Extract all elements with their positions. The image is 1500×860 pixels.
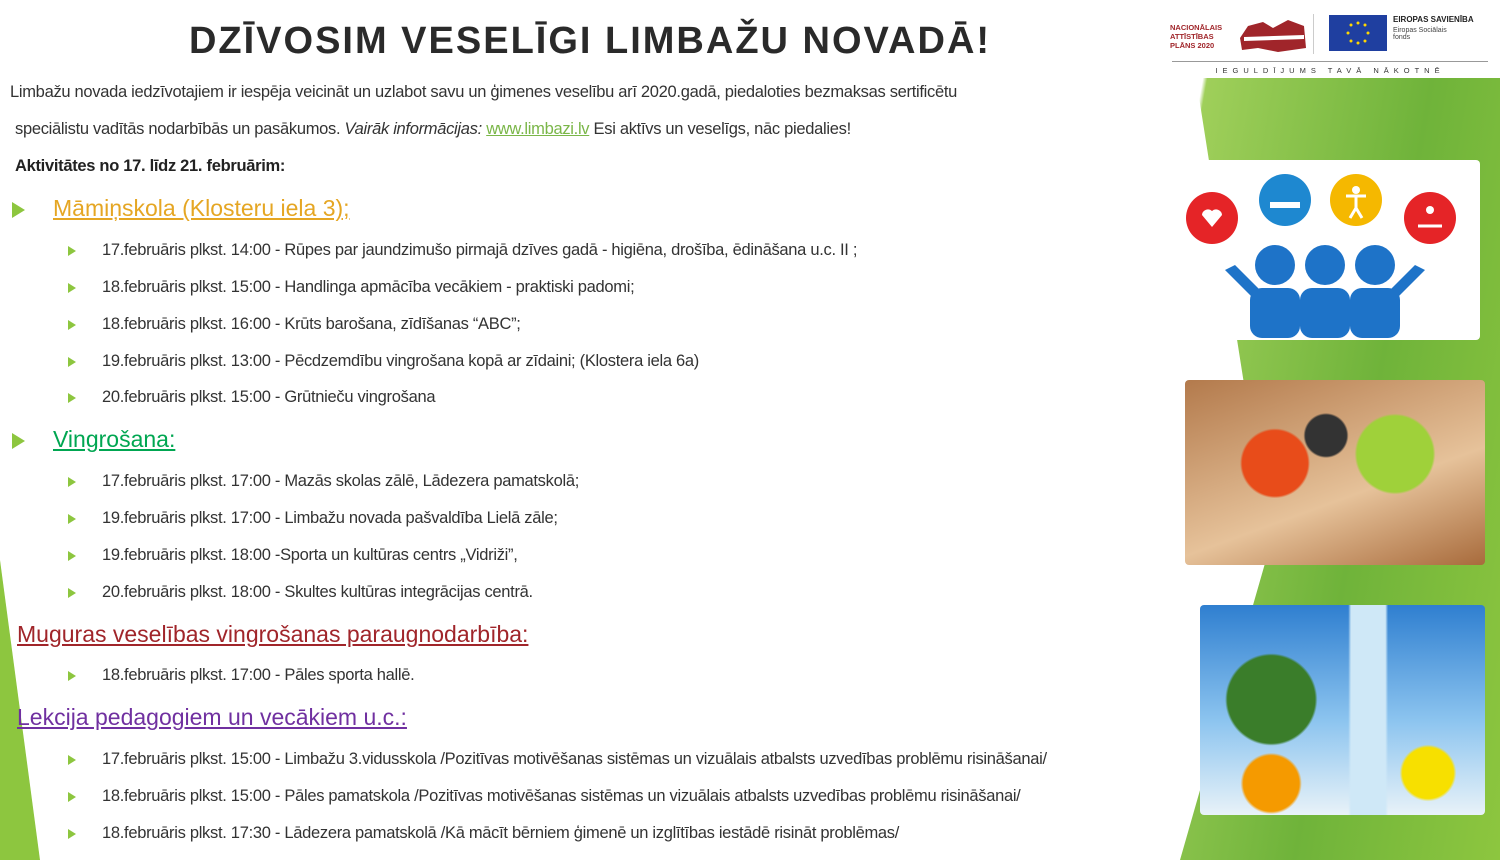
list-item bbox=[68, 824, 899, 843]
bullet-icon bbox=[68, 393, 76, 403]
more-info-label: Vairāk informācijas: bbox=[344, 120, 487, 138]
section-heading-lekcija: Lekcija pedagogiem un vecākiem u.c.: bbox=[17, 704, 407, 730]
list-item bbox=[68, 315, 521, 334]
bullet-icon bbox=[12, 433, 25, 449]
fruit-glucometer-image bbox=[1185, 380, 1485, 565]
list-item bbox=[68, 666, 414, 685]
list-item bbox=[68, 241, 857, 260]
item-text: 18.februāris plkst. 17:30 - Lādezera pamatskolā /Kā mācīt bērniem ģimenē un izglītības iestādē risināt problēmas/ bbox=[102, 824, 900, 842]
eu-flag-icon bbox=[1329, 15, 1387, 51]
list-item bbox=[68, 787, 1020, 806]
item-text: 18.februāris plkst. 15:00 - Pāles pamatskola /Pozitīvas motivēšanas sistēmas un vizuālais atbalsts uzvedības problēmu risināšanai/ bbox=[102, 787, 1021, 805]
list-item bbox=[68, 388, 435, 407]
bullet-icon bbox=[68, 755, 76, 765]
bullet-icon bbox=[12, 202, 25, 218]
latvia-map-icon bbox=[1238, 18, 1308, 54]
intro-line-1: Limbažu novada iedzīvotajiem ir iespēja veicināt un uzlabot savu un ģimenes veselību arī 2020.gadā, piedaloties bezmaksas sertificētu bbox=[10, 83, 958, 101]
activities-heading: Aktivitātes no 17. līdz 21. februārim: bbox=[15, 157, 286, 175]
item-text: 19.februāris plkst. 13:00 - Pēcdzemdību vingrošana kopā ar zīdaini; (Klostera iela 6a) bbox=[102, 352, 699, 370]
section-heading-vingrosana: Vingrošana: bbox=[53, 426, 176, 452]
bullet-icon bbox=[68, 792, 76, 802]
intro-text: speciālistu vadītās nodarbībās un pasākumos. bbox=[15, 120, 345, 138]
list-item bbox=[68, 509, 558, 528]
health-icons-image bbox=[1180, 160, 1480, 340]
list-item bbox=[68, 546, 518, 565]
eu-title: EIROPAS SAVIENĪBA bbox=[1393, 15, 1474, 24]
water-vegetables-image bbox=[1200, 605, 1485, 815]
slogan: IEGULDĪJUMS TAVĀ NĀKOTNĒ bbox=[1215, 66, 1445, 75]
bullet-icon bbox=[68, 357, 76, 367]
item-text: 17.februāris plkst. 14:00 - Rūpes par jaundzimušo pirmajā dzīves gadā - higiēna, drošība, ēdināšana u.c. II ; bbox=[102, 241, 858, 259]
bullet-icon bbox=[68, 246, 76, 256]
bullet-icon bbox=[68, 551, 76, 561]
bullet-icon bbox=[68, 829, 76, 839]
eu-logo bbox=[1329, 15, 1474, 51]
item-text: 18.februāris plkst. 17:00 - Pāles sporta hallē. bbox=[102, 666, 415, 684]
bullet-icon bbox=[68, 320, 76, 330]
bullet-icon bbox=[68, 514, 76, 524]
nap-logo-text: NACIONĀLAIS ATTĪSTĪBAS PLĀNS 2020 bbox=[1170, 22, 1223, 50]
bullet-icon bbox=[68, 671, 76, 681]
logo-divider bbox=[1313, 14, 1314, 54]
item-text: 18.februāris plkst. 15:00 - Handlinga apmācība vecākiem - praktiski padomi; bbox=[102, 278, 635, 296]
list-item bbox=[68, 472, 579, 491]
fitness-icon bbox=[1330, 174, 1382, 226]
nap-logo bbox=[1170, 18, 1308, 54]
list-item bbox=[68, 278, 634, 297]
item-text: 18.februāris plkst. 16:00 - Krūts barošana, zīdīšanas “ABC”; bbox=[102, 315, 521, 333]
intro-cta: Esi aktīvs un veselīgs, nāc piedalies! bbox=[589, 120, 851, 138]
intro-line-2 bbox=[15, 120, 851, 139]
list-item bbox=[68, 583, 533, 602]
people-group-icon bbox=[1225, 245, 1425, 338]
item-text: 20.februāris plkst. 18:00 - Skultes kultūras integrācijas centrā. bbox=[102, 583, 533, 601]
list-item bbox=[68, 750, 1047, 769]
item-text: 19.februāris plkst. 17:00 - Limbažu novada pašvaldība Lielā zāle; bbox=[102, 509, 558, 527]
item-text: 17.februāris plkst. 15:00 - Limbažu 3.vidusskola /Pozitīvas motivēšanas sistēmas un vizuālais atbalsts uzvedības problēmu risināšanai/ bbox=[102, 750, 1047, 768]
item-text: 19.februāris plkst. 18:00 -Sporta un kultūras centrs „Vidriži”, bbox=[102, 546, 518, 564]
eu-subtitle: Eiropas Sociālais fonds bbox=[1393, 27, 1447, 41]
item-text: 17.februāris plkst. 17:00 - Mazās skolas zālē, Lādezera pamatskolā; bbox=[102, 472, 579, 490]
bullet-icon bbox=[68, 283, 76, 293]
bullet-icon bbox=[68, 477, 76, 487]
section-heading-maminskola: Māmiņskola (Klosteru iela 3); bbox=[53, 195, 350, 221]
sleep-icon bbox=[1259, 174, 1311, 226]
website-link[interactable]: www.limbazi.lv bbox=[486, 120, 590, 138]
item-text: 20.februāris plkst. 15:00 - Grūtnieču vingrošana bbox=[102, 388, 436, 406]
page-title: DZĪVOSIM VESELĪGI LIMBAŽU NOVADĀ! bbox=[188, 20, 992, 62]
list-item bbox=[68, 352, 699, 371]
bullet-icon bbox=[68, 588, 76, 598]
section-heading-muguras: Muguras veselības vingrošanas paraugnodarbība: bbox=[17, 621, 529, 647]
logo-rule bbox=[1172, 61, 1488, 62]
heart-icon bbox=[1186, 192, 1238, 244]
yoga-icon bbox=[1404, 192, 1456, 244]
